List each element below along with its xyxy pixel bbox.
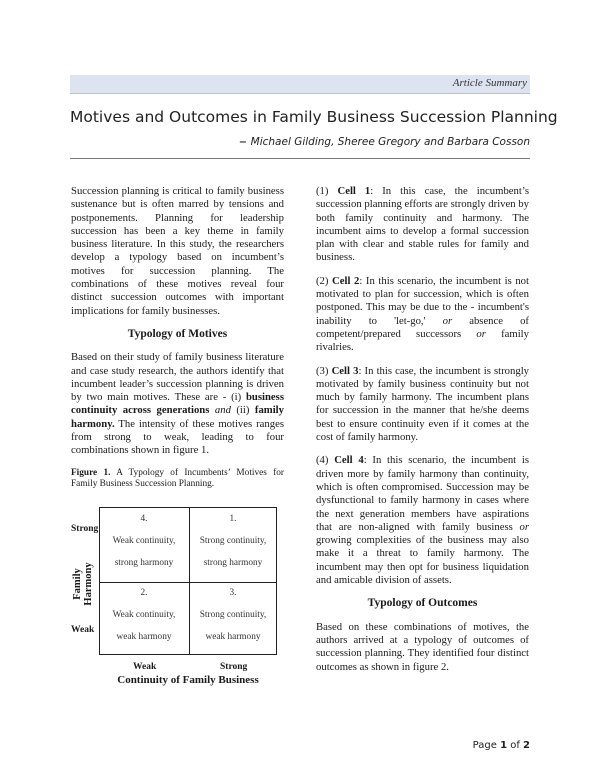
article-title: Motives and Outcomes in Family Business Succession Planning (70, 108, 558, 126)
cell-line-2: weak harmony (116, 631, 172, 642)
cell-line-2: strong harmony (203, 557, 263, 568)
matrix-cell-4 (100, 508, 188, 581)
cell-line-1: Strong continuity, (199, 609, 267, 620)
cell-line-1: Strong continuity, (199, 535, 267, 546)
motives-bold-harmony: family harmony. (71, 404, 284, 430)
article-summary-label: Article Summary (452, 77, 527, 89)
footer-of: of (507, 740, 524, 751)
cell2-text-b: absence of competent/prepared successors (316, 314, 529, 340)
left-column (71, 185, 284, 686)
cell-number: 3. (229, 587, 237, 598)
y-weak-label: Weak (71, 624, 95, 635)
cell2-or-2: or (476, 327, 486, 340)
cell-number: 2. (140, 587, 148, 598)
outcomes-paragraph: Based on these combinations of motives, the authors arrived at a typology of outcomes of succession planning. They identified four distinct outcomes as shown in figure 2. (316, 620, 529, 673)
cell-line-1: Weak continuity, (112, 609, 176, 620)
y-axis-title: Family Harmony (72, 562, 94, 606)
cell1-prefix: (1) (316, 185, 338, 197)
cell1-paragraph (316, 185, 529, 265)
article-summary-band (70, 75, 530, 94)
motives-bold-continuity: business continuity across generations (71, 391, 284, 417)
cell4-prefix: (4) (316, 454, 335, 467)
cell2-text-c: family rivalries. (316, 327, 529, 354)
cell2-prefix: (2) (316, 274, 333, 287)
cell2-or-1: or (442, 314, 453, 327)
matrix-cell-3 (189, 582, 277, 655)
cell2-label: Cell 2 (332, 274, 360, 287)
motives-ii: (ii) (236, 404, 255, 417)
cell1-label: Cell 1 (337, 185, 371, 197)
page-footer (473, 740, 530, 751)
cell-number: 1. (229, 513, 237, 524)
motives-text-2: The intensity of these motives ranges from strong to weak, leading to four combinations shown in figure 1. (71, 417, 284, 457)
cell4-or: or (519, 520, 529, 533)
authors: Michael Gilding, Sheree Gregory and Barbara Cosson (250, 136, 530, 148)
intro-paragraph: Succession planning is critical to family business sustenance but is often marred by tensions and postponements. Planning for leadership succession has been a key theme in family business literature. In this study, the researchers develop a typology based on incumbent’s motives for succession planning. The combinations of these motives reveal four distinct succession outcomes with important implications for family businesses. (71, 185, 284, 317)
title-rule (70, 158, 530, 159)
motives-matrix (71, 501, 284, 686)
cell3-prefix: (3) (316, 364, 332, 377)
figure-label: Figure 1. (71, 467, 111, 478)
cell-line-2: strong harmony (114, 557, 174, 568)
cell3-text: : In this case, the incumbent is strongly motivated by family business continuity but not much by family harmony. The incumbent plans for succession in the manner that he/she deems best to ensure continuity even if it comes at the cost of family harmony. (316, 364, 530, 444)
footer-prefix: Page (472, 740, 501, 751)
motives-heading: Typology of Motives (127, 327, 228, 340)
cell4-text-a: : In this scenario, the incumbent is driven more by family harmony than continuity, which is often compromised. Succession may be dysfunctional to family harmony in cases where the next generation members have aspirations that are non-aligned with family business (316, 454, 529, 533)
current-page: 1 (500, 740, 508, 751)
matrix-cell-2 (100, 582, 188, 655)
cell3-label: Cell 3 (331, 364, 359, 377)
cell2-text-a: : In this scenario, the incumbent is not motivated to plan for succession, which is often postponed. This may be due to the - incumbent's inability to 'let-go,' (316, 274, 529, 327)
x-axis-title: Continuity of Family Business (117, 673, 259, 686)
motives-and: and (209, 404, 237, 417)
cell-line-1: Weak continuity, (112, 535, 176, 546)
x-strong-label: Strong (220, 661, 248, 672)
y-strong-label: Strong (71, 523, 99, 534)
matrix-cell-1 (189, 508, 277, 581)
dash-glyph: – (239, 132, 247, 150)
x-weak-label: Weak (133, 661, 157, 672)
figure-caption-text: A Typology of Incumbents’ Motives for Family Business Succession Planning. (71, 467, 285, 490)
cell-number: 4. (140, 513, 148, 524)
cell3-paragraph (316, 365, 529, 445)
motives-text-1: Based on their study of family business literature and case study research, the authors identify that incumbent leader’s succession planning is driven by two main motives. These are - (i) (71, 351, 284, 404)
motives-paragraph (71, 351, 284, 457)
matrix-grid (99, 507, 277, 655)
cell4-text-b: growing complexities of the business may also make it a threat to family harmony. The incumbent may then opt for business liquidation and amicable division of assets. (316, 534, 529, 587)
figure-caption (71, 468, 284, 491)
cell2-paragraph (316, 275, 529, 355)
cell4-label: Cell 4 (334, 454, 364, 467)
total-pages: 2 (523, 740, 530, 751)
cell-line-2: weak harmony (205, 631, 261, 642)
cell1-text: : In this case, the incumbent’s succession planning efforts are strongly driven by both family continuity and harmony. The incumbent aims to develop a formal succession plan with clear and stable rules for family and business. (316, 185, 529, 264)
outcomes-heading: Typology of Outcomes (367, 597, 478, 610)
right-column (316, 185, 529, 684)
cell4-paragraph (316, 454, 529, 587)
author-line (239, 132, 530, 150)
